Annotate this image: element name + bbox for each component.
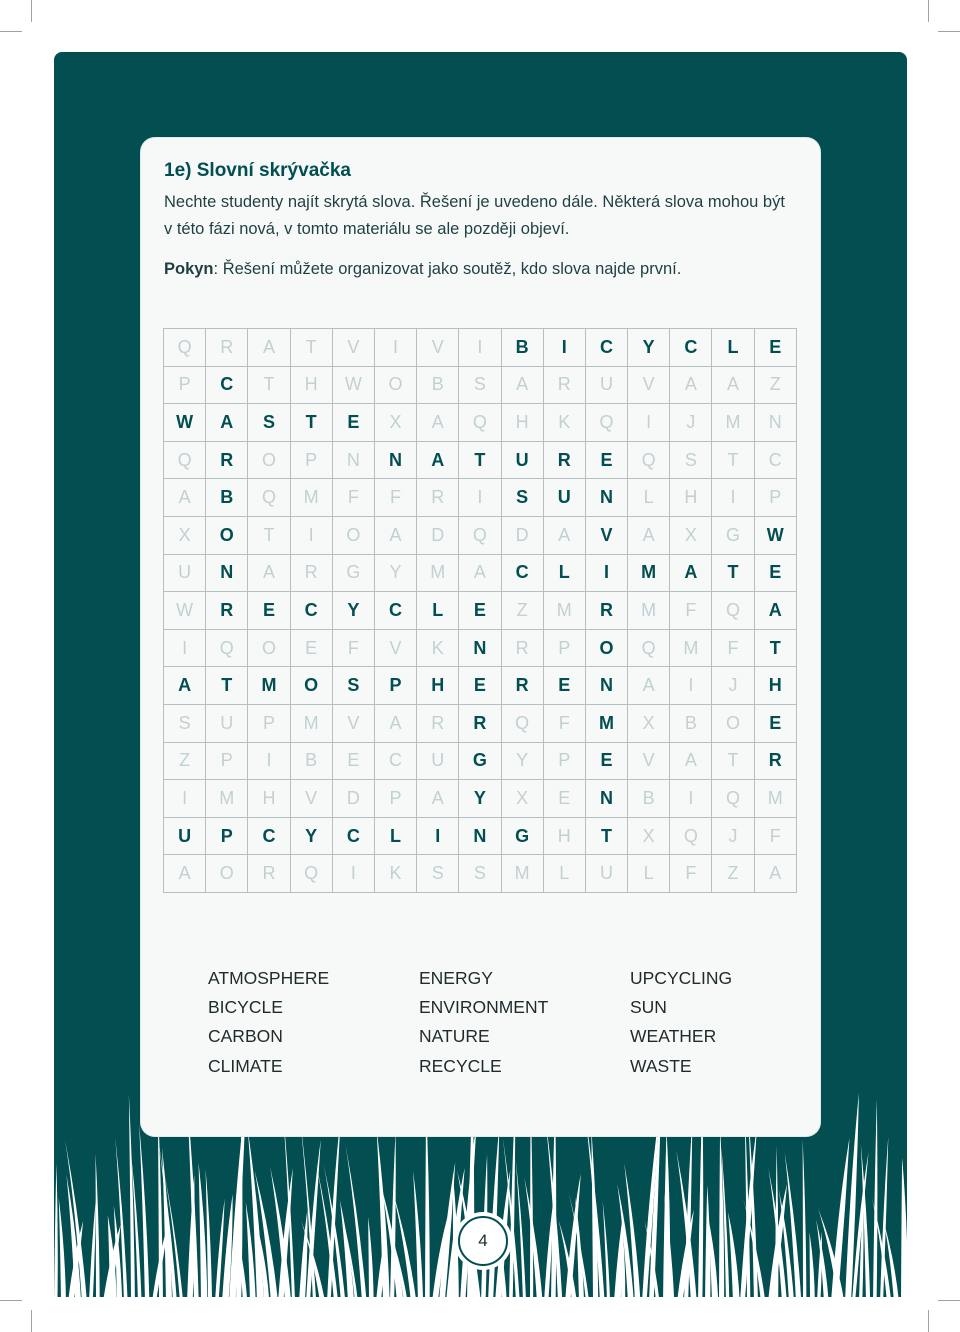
grid-cell: I [248, 743, 290, 781]
grid-cell: V [375, 630, 417, 668]
grid-cell: X [164, 517, 206, 555]
grid-cell: N [206, 555, 248, 593]
grid-cell: X [670, 517, 712, 555]
grid-cell: M [291, 479, 333, 517]
grid-cell: S [502, 479, 544, 517]
grid-cell: S [417, 855, 459, 893]
grid-cell: R [417, 479, 459, 517]
grid-cell: B [670, 705, 712, 743]
grid-cell: C [248, 818, 290, 856]
grid-cell: E [459, 592, 501, 630]
grid-cell: A [248, 329, 290, 367]
grid-cell: Q [164, 329, 206, 367]
grid-cell: P [755, 479, 797, 517]
grid-cell: W [164, 404, 206, 442]
grid-cell: O [333, 517, 375, 555]
grid-cell: V [628, 367, 670, 405]
grid-cell: V [333, 705, 375, 743]
grid-cell: V [417, 329, 459, 367]
grid-cell: W [333, 367, 375, 405]
grid-cell: L [375, 818, 417, 856]
grid-cell: Q [670, 818, 712, 856]
grid-cell: F [755, 818, 797, 856]
grid-cell: O [291, 667, 333, 705]
grid-cell: E [544, 780, 586, 818]
grid-cell: I [628, 404, 670, 442]
grid-cell: T [755, 630, 797, 668]
grid-cell: A [417, 404, 459, 442]
grid-cell: M [502, 855, 544, 893]
grid-cell: A [459, 555, 501, 593]
grid-cell: E [586, 442, 628, 480]
grid-cell: U [206, 705, 248, 743]
grid-cell: H [502, 404, 544, 442]
grid-cell: U [586, 367, 628, 405]
grid-cell: U [164, 555, 206, 593]
grid-cell: T [712, 555, 754, 593]
grid-cell: I [670, 780, 712, 818]
crop-mark [928, 1310, 929, 1332]
word-list [208, 968, 841, 1085]
grid-cell: A [628, 517, 670, 555]
grid-cell: C [502, 555, 544, 593]
grid-cell: A [417, 442, 459, 480]
grid-cell: Y [375, 555, 417, 593]
grass-blade [719, 1128, 724, 1302]
grid-cell: O [586, 630, 628, 668]
grid-cell: X [502, 780, 544, 818]
hint-body: : Řešení můžete organizovat jako soutěž, kdo slova najde první. [213, 260, 682, 278]
grid-cell: P [206, 743, 248, 781]
grid-cell: I [712, 479, 754, 517]
grid-cell: E [459, 667, 501, 705]
grass-blade [413, 1170, 423, 1302]
grid-cell: E [248, 592, 290, 630]
grid-cell: A [628, 667, 670, 705]
grid-cell: P [375, 780, 417, 818]
grid-cell: U [502, 442, 544, 480]
grid-cell: A [375, 517, 417, 555]
grass-blade [299, 1210, 307, 1302]
grid-cell: T [291, 404, 333, 442]
word-list-item: CLIMATE [208, 1055, 283, 1076]
word-search-grid [163, 328, 797, 893]
grid-cell: O [248, 442, 290, 480]
grid-cell: T [459, 442, 501, 480]
grid-cell: E [544, 667, 586, 705]
grass-blade [785, 1152, 802, 1302]
grass-blade [368, 1217, 374, 1302]
word-list-item: BICYCLE [208, 997, 283, 1018]
crop-mark [928, 0, 929, 22]
grid-cell: M [206, 780, 248, 818]
grass-blade [54, 1163, 58, 1302]
grid-cell: M [670, 630, 712, 668]
grid-cell: A [544, 517, 586, 555]
grid-cell: Z [755, 367, 797, 405]
grid-cell: Z [712, 855, 754, 893]
grid-cell: I [670, 667, 712, 705]
grid-cell: T [248, 517, 290, 555]
grid-cell: Y [459, 780, 501, 818]
grid-cell: F [712, 630, 754, 668]
grid-cell: Q [712, 592, 754, 630]
word-list-item: UPCYCLING [630, 968, 733, 988]
grid-cell: X [375, 404, 417, 442]
grid-cell: E [333, 743, 375, 781]
grid-cell: W [164, 592, 206, 630]
grid-cell: Q [459, 404, 501, 442]
grid-cell: T [248, 367, 290, 405]
grass-blade [524, 1178, 542, 1302]
word-list-item: WASTE [630, 1055, 692, 1076]
grid-cell: W [755, 517, 797, 555]
grid-cell: K [375, 855, 417, 893]
grid-cell: P [544, 743, 586, 781]
grid-cell: A [164, 855, 206, 893]
grid-cell: Q [586, 404, 628, 442]
grid-cell: O [248, 630, 290, 668]
grid-cell: Z [502, 592, 544, 630]
grid-cell: E [755, 705, 797, 743]
grid-cell: E [333, 404, 375, 442]
grid-cell: H [291, 367, 333, 405]
grid-cell: A [670, 367, 712, 405]
grid-cell: N [459, 630, 501, 668]
grid-cell: M [544, 592, 586, 630]
grid-cell: G [502, 818, 544, 856]
grass-blade [624, 1163, 640, 1302]
grass-blade [603, 1201, 611, 1302]
grass-blade [162, 1148, 172, 1302]
grid-cell: R [544, 367, 586, 405]
grid-cell: I [459, 479, 501, 517]
grid-cell: X [628, 705, 670, 743]
grid-cell: A [417, 780, 459, 818]
grid-cell: M [586, 705, 628, 743]
grid-cell: M [628, 555, 670, 593]
grid-cell: L [628, 479, 670, 517]
grid-cell: C [206, 367, 248, 405]
grid-cell: E [586, 743, 628, 781]
grid-cell: M [248, 667, 290, 705]
grid-cell: N [586, 667, 628, 705]
grass-blade [901, 1157, 907, 1302]
grid-cell: O [375, 367, 417, 405]
grid-cell: B [206, 479, 248, 517]
grid-cell: G [459, 743, 501, 781]
grid-cell: A [375, 705, 417, 743]
grass-blade [59, 1198, 66, 1302]
word-list-item: ENVIRONMENT [419, 997, 549, 1018]
grid-cell: I [333, 855, 375, 893]
word-list-item: ENERGY [419, 968, 493, 988]
grid-cell: I [375, 329, 417, 367]
grid-cell: M [291, 705, 333, 743]
page-number: 4 [458, 1216, 508, 1266]
grid-cell: V [628, 743, 670, 781]
grid-cell: N [755, 404, 797, 442]
grid-cell: S [164, 705, 206, 743]
grid-cell: R [502, 667, 544, 705]
crop-mark [938, 31, 960, 32]
grid-cell: T [712, 442, 754, 480]
grid-cell: Q [502, 705, 544, 743]
grass-blade [95, 1154, 99, 1302]
grid-cell: F [375, 479, 417, 517]
grid-cell: C [670, 329, 712, 367]
grid-cell: A [670, 555, 712, 593]
grid-cell: A [164, 667, 206, 705]
grid-cell: Q [291, 855, 333, 893]
grid-cell: F [670, 855, 712, 893]
grid-cell: R [206, 442, 248, 480]
grid-cell: O [712, 705, 754, 743]
grid-cell: T [712, 743, 754, 781]
word-list-item: NATURE [419, 1026, 490, 1047]
grid-cell: V [586, 517, 628, 555]
grid-cell: L [417, 592, 459, 630]
grid-cell: T [206, 667, 248, 705]
word-list-item: WEATHER [630, 1026, 717, 1047]
grid-cell: H [755, 667, 797, 705]
grid-cell: P [248, 705, 290, 743]
grid-cell: H [248, 780, 290, 818]
grid-cell: S [333, 667, 375, 705]
hint-text [164, 260, 681, 279]
grid-cell: G [333, 555, 375, 593]
grid-cell: I [417, 818, 459, 856]
word-list-item: RECYCLE [419, 1055, 502, 1076]
grid-cell: O [206, 855, 248, 893]
grid-cell: M [417, 555, 459, 593]
grid-cell: U [544, 479, 586, 517]
grid-cell: C [291, 592, 333, 630]
grid-cell: A [755, 855, 797, 893]
grid-cell: Q [206, 630, 248, 668]
grid-cell: E [291, 630, 333, 668]
grid-cell: P [164, 367, 206, 405]
grid-cell: P [544, 630, 586, 668]
grid-cell: Y [291, 818, 333, 856]
grid-cell: A [206, 404, 248, 442]
grid-cell: A [670, 743, 712, 781]
grid-cell: U [417, 743, 459, 781]
grid-cell: J [670, 404, 712, 442]
grid-cell: E [755, 329, 797, 367]
grid-cell: M [755, 780, 797, 818]
grid-cell: G [712, 517, 754, 555]
grid-cell: R [417, 705, 459, 743]
crop-mark [31, 1310, 32, 1332]
grid-cell: R [502, 630, 544, 668]
grid-cell: N [459, 818, 501, 856]
crop-mark [938, 1300, 960, 1301]
grid-cell: Y [628, 329, 670, 367]
word-list-item: CARBON [208, 1026, 283, 1047]
grid-cell: A [164, 479, 206, 517]
grid-cell: C [333, 818, 375, 856]
grid-cell: J [712, 818, 754, 856]
grid-cell: N [586, 780, 628, 818]
grid-cell: C [375, 592, 417, 630]
grid-cell: I [586, 555, 628, 593]
grid-cell: S [459, 855, 501, 893]
grid-cell: N [333, 442, 375, 480]
page-title: 1e) Slovní skrývačka [164, 160, 351, 181]
grid-cell: Y [502, 743, 544, 781]
grass-blade [809, 1232, 814, 1302]
grid-cell: F [544, 705, 586, 743]
grid-cell: T [586, 818, 628, 856]
grid-cell: L [544, 855, 586, 893]
grid-cell: C [375, 743, 417, 781]
word-list-item: ATMOSPHERE [208, 968, 330, 988]
grid-cell: A [248, 555, 290, 593]
grid-cell: D [333, 780, 375, 818]
grid-cell: M [628, 592, 670, 630]
crop-mark [0, 1300, 22, 1301]
grid-cell: S [670, 442, 712, 480]
grass-blade [873, 1099, 877, 1302]
grid-cell: L [628, 855, 670, 893]
grid-cell: T [291, 329, 333, 367]
grass-blade [728, 1212, 740, 1302]
crop-mark [31, 0, 32, 22]
grid-cell: R [206, 592, 248, 630]
grid-cell: K [544, 404, 586, 442]
grid-cell: F [333, 479, 375, 517]
grid-cell: R [291, 555, 333, 593]
grass-blade [89, 1199, 96, 1302]
grass-blade [139, 1124, 149, 1302]
grid-cell: U [586, 855, 628, 893]
crop-mark [0, 31, 22, 32]
grid-cell: V [291, 780, 333, 818]
grid-cell: S [248, 404, 290, 442]
grid-cell: R [206, 329, 248, 367]
grid-cell: D [502, 517, 544, 555]
grid-cell: L [712, 329, 754, 367]
grid-cell: I [164, 780, 206, 818]
grid-cell: N [586, 479, 628, 517]
grid-cell: N [375, 442, 417, 480]
grid-cell: Q [459, 517, 501, 555]
grid-cell: O [206, 517, 248, 555]
grid-cell: C [586, 329, 628, 367]
grid-cell: A [755, 592, 797, 630]
grid-cell: A [502, 367, 544, 405]
hint-label: Pokyn [164, 260, 214, 278]
grid-cell: B [628, 780, 670, 818]
grid-cell: B [291, 743, 333, 781]
grid-cell: V [333, 329, 375, 367]
word-list-item: SUN [630, 997, 667, 1018]
grid-cell: B [502, 329, 544, 367]
grid-cell: Q [628, 630, 670, 668]
grid-cell: P [291, 442, 333, 480]
grid-cell: F [333, 630, 375, 668]
grid-cell: Q [628, 442, 670, 480]
grass-blade [803, 1139, 807, 1302]
grid-cell: I [164, 630, 206, 668]
grid-cell: R [586, 592, 628, 630]
grid-cell: H [544, 818, 586, 856]
grid-cell: H [417, 667, 459, 705]
grid-cell: E [755, 555, 797, 593]
grid-cell: C [755, 442, 797, 480]
intro-text: Nechte studenty najít skrytá slova. Řešení je uvedeno dále. Některá slova mohou být v této fázi nová, v tomto materiálu se ale později objeví. [164, 193, 785, 238]
grid-cell: Z [164, 743, 206, 781]
grid-cell: M [712, 404, 754, 442]
grid-cell: J [712, 667, 754, 705]
grid-cell: R [459, 705, 501, 743]
grid-cell: P [375, 667, 417, 705]
grid-cell: I [291, 517, 333, 555]
grid-cell: F [670, 592, 712, 630]
grid-cell: B [417, 367, 459, 405]
grid-cell: Q [248, 479, 290, 517]
grid-cell: R [544, 442, 586, 480]
grid-cell: A [712, 367, 754, 405]
grid-cell: R [755, 743, 797, 781]
grid-cell: I [544, 329, 586, 367]
grid-cell: Q [164, 442, 206, 480]
grid-cell: Q [712, 780, 754, 818]
grid-cell: H [670, 479, 712, 517]
grid-cell: R [248, 855, 290, 893]
grid-cell: I [459, 329, 501, 367]
grid-cell: X [628, 818, 670, 856]
grid-cell: S [459, 367, 501, 405]
grid-cell: K [417, 630, 459, 668]
grid-cell: P [206, 818, 248, 856]
grid-cell: U [164, 818, 206, 856]
grid-cell: L [544, 555, 586, 593]
grid-cell: Y [333, 592, 375, 630]
grid-cell: D [417, 517, 459, 555]
